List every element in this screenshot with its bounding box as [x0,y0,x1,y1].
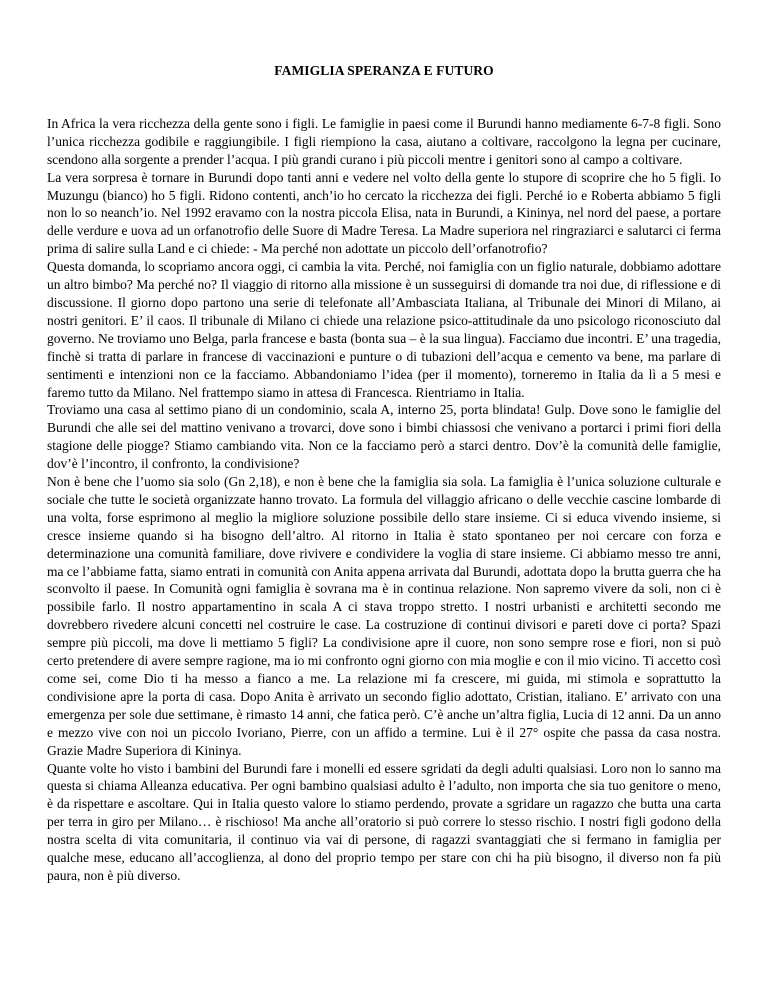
document-page [47,62,721,885]
paragraph-6: Quante volte ho visto i bambini del Burundi fare i monelli ed essere sgridati da degli adulti qualsiasi. Loro non lo sanno ma questa si chiama Alleanza educativa. Per ogni bambino qualsiasi adulto è l’adulto, non importa che sia tuo genitore o meno, è da rispettare e ascoltare. Qui in Italia questo valore lo stiamo perdendo, provate a sgridare un ragazzo che butta una carta per terra in giro per Milano… è rischioso! Ma anche all’oratorio si può correre lo stesso rischio. I nostri figli godono della nostra scelta di vita comunitaria, il continuo via vai di persone, di ragazzi svantaggiati che si fermano in famiglia per qualche mese, educano all’accoglienza, al dono del proprio tempo per stare con chi ha più bisogno, il diverso non fa più paura, non è più diverso. [47,760,721,883]
paragraph-1: In Africa la vera ricchezza della gente sono i figli. Le famiglie in paesi come il Burundi hanno mediamente 6-7-8 figli. Sono l’unica ricchezza godibile e raggiungibile. I figli riempiono la casa, aiutano a coltivare, raccolgono la legna per cucinare, scendono alla sorgente a prender l’acqua. I più grandi curano i più piccoli mentre i genitori sono al campo a coltivare. [47,115,721,167]
paragraph-4: Troviamo una casa al settimo piano di un condominio, scala A, interno 25, porta blindata! Gulp. Dove sono le famiglie del Burundi che alle sei del mattino venivano a trovarci, dove sono i bimbi chiassosi che venivano a portarci i primi fiori della stagione delle piogge? Stiamo cambiando vita. Non ce la facciamo però a starci dentro. Dov’è la comunità delle famiglie, dov’è l’incontro, il confronto, la condivisione? [47,402,721,472]
paragraph-2: La vera sorpresa è tornare in Burundi dopo tanti anni e vedere nel volto della gente lo stupore di scoprire che ho 5 figli. Io Muzungu (bianco) ho 5 figli. Ridono contenti, anch’io ho cercato la ricchezza dei figli. Perché io e Roberta abbiamo 5 figli non lo so neanch’io. Nel 1992 eravamo con la nostra piccola Elisa, nata in Burundi, a Kininya, nel nord del paese, a portare delle verdure e uova ad un orfanotrofio delle Suore di Madre Teresa. La Madre superiora nel ringraziarci e salutarci ci ferma prima di salire sulla Land e ci chiede: - Ma perché non adottate un piccolo dell’orfanotrofio? [47,169,721,257]
paragraph-5: Non è bene che l’uomo sia solo (Gn 2,18), e non è bene che la famiglia sia sola. La famiglia è l’unica soluzione culturale e sociale che tutte le società organizzate hanno trovato. La formula del villaggio africano o delle vecchie cascine lombarde di una volta, forse esprimono al meglio la migliore soluzione possibile dello stare insieme. Ci si educa vivendo insieme, si cresce insieme quando si ha bisogno dell’altro. Al ritorno in Italia è stato spontaneo per noi cercare con forza e determinazione una comunità familiare, dove rivivere e condividere la voglia di stare insieme. Ci abbiamo messo tre anni, ma ce l’abbiame fatta, siamo entrati in comunità con Anita appena arrivata dal Burundi, adottata dopo la brutta guerra che ha sconvolto il paese. In Comunità ogni famiglia è sovrana ma è in continua relazione. Non sapremo vivere da soli, non ci è possibile farlo. Il nostro appartamentino in scala A ci stava troppo stretto. I nostri urbanisti e architetti secondo me dovrebbero rivedere alcuni concetti nel costruire le case. La costruzione di continui divisori e pareti dove ci porta? Spazi sempre più piccoli, ma dove li mettiamo 5 figli? La condivisione apre il cuore, non sono sempre rose e fiori, non si può certo pretendere di avere sempre ragione, ma io mi confronto ogni giorno con mia moglie e con il mio vicino. Ti accetto così come sei, come Dio ti ha messo a fianco a me. La relazione mi fa crescere, mi guida, mi stimola e soprattutto la condivisione apre la porta di casa. Dopo Anita è arrivato un secondo figlio adottato, Cristian, italiano. E’ arrivato con una emergenza per sole due settimane, è rimasto 14 anni, che fatica però. C’è anche un’altra figlia, Lucia di 12 anni. Da un anno e mezzo vive con noi un piccolo Ivoriano, Pierre, con un affido a termine. Lui è il 27° ospite che passa da casa nostra. Grazie Madre Superiora di Kininya. [47,474,721,758]
document-title: FAMIGLIA SPERANZA E FUTURO [274,63,494,78]
paragraph-3: Questa domanda, lo scopriamo ancora oggi, ci cambia la vita. Perché, noi famiglia con un figlio naturale, dobbiamo adottare un altro bimbo? Ma perché no? Il viaggio di ritorno alla missione è un susseguirsi di domande tra noi due, di riflessione e di discussione. Il giorno dopo partono una serie di telefonate all’Ambasciata Italiana, al Tribunale dei Minori di Milano, ai nostri genitori. E’ il caos. Il tribunale di Milano ci chiede una relazione psico-attitudinale da uno psicologo riconosciuto dal governo. Ne troviamo uno Belga, parla francese e basta (bonta sua – è la sua lingua). Facciamo due incontri. E’ una tragedia, finchè si tratta di parlare in francese di vaccinazioni e punture o di tubazioni dell’acqua e cemento va bene, ma parlare di sentimenti e intenzioni non ce la facciamo. Abbandoniamo l’idea (per il momento), torneremo in Italia da lì a 5 mesi e faremo tutto da Milano. Nel frattempo siamo in attesa di Francesca. Rientriamo in Italia. [47,259,721,400]
